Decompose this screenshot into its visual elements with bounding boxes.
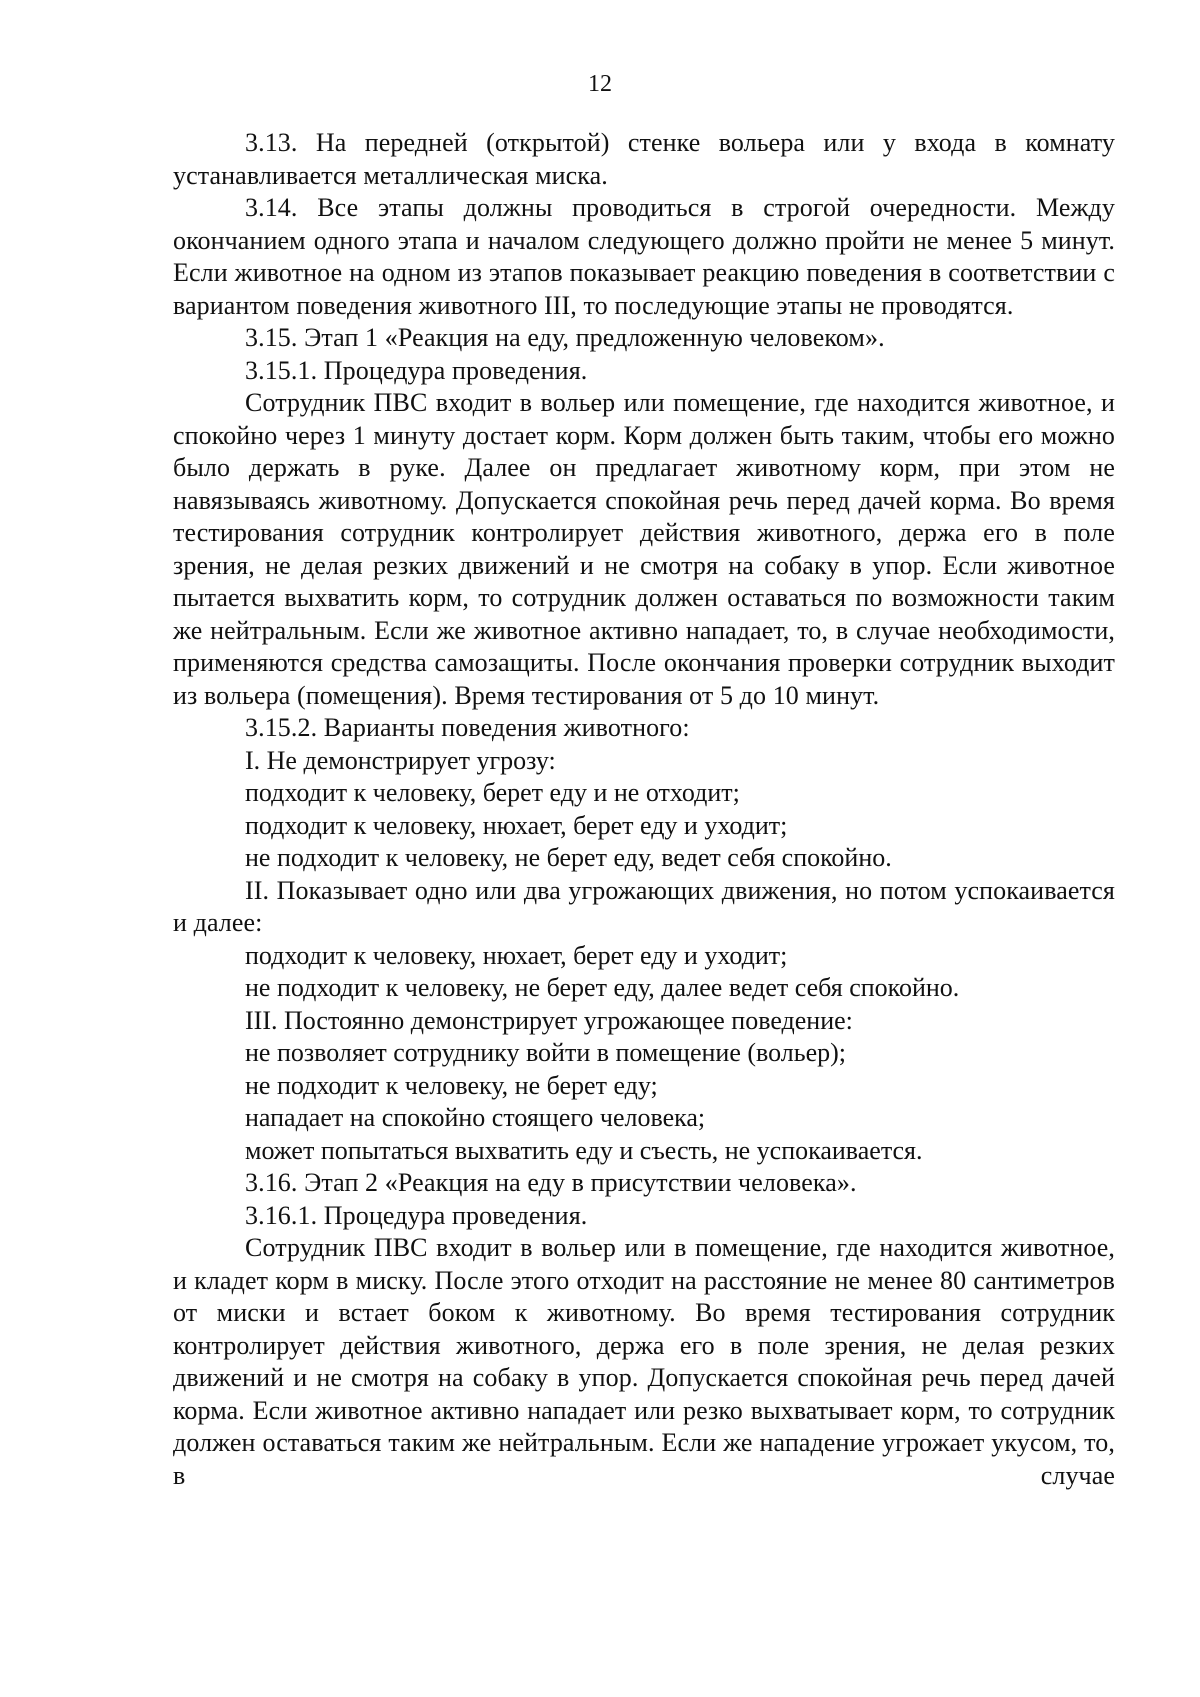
list-item: нападает на спокойно стоящего человека;: [245, 1103, 706, 1132]
paragraph: II. Показывает одно или два угрожающих движения, но потом успокаивается и далее:: [173, 875, 1115, 937]
list-item: III. Постоянно демонстрирует угрожающее поведение:: [245, 1005, 853, 1035]
list-item: подходит к человеку, нюхает, берет еду и уходит;: [245, 940, 788, 970]
paragraph: Сотрудник ПВС входит в вольер или помещение, где находится животное, и спокойно через 1 минуту достает корм. Корм должен быть таким, чтобы его можно было держать в руке. Далее он предлагает животному корм, при этом не навязываясь животному. Допускается спокойная речь перед дачей корма. Во время тестирования сотрудник контролирует действия животного, держа его в поле зрения, не делая резких движений и не смотря на собаку в упор. Если животное пытается выхватить корм, то сотрудник должен оставаться по возможности таким же нейтральным. Если же животное активно нападает, то, в случае необходимости, применяются средства самозащиты. После окончания проверки сотрудник выходит из вольера (помещения). Время тестирования от 5 до 10 минут.: [173, 388, 1115, 710]
document-body: [173, 127, 1115, 1492]
paragraph: 3.14. Все этапы должны проводиться в строгой очередности. Между окончанием одного этапа и началом следующего должно пройти не менее 5 минут. Если животное на одном из этапов показывает реакцию поведения в соответствии с вариантом поведения животного III, то последующие этапы не проводятся.: [173, 193, 1115, 320]
list-item: может попытаться выхватить еду и съесть, не успокаивается.: [245, 1135, 923, 1165]
page-number: 12: [588, 71, 612, 97]
list-item: не подходит к человеку, не берет еду;: [245, 1070, 658, 1100]
list-item: подходит к человеку, нюхает, берет еду и уходит;: [245, 810, 788, 840]
paragraph: 3.15. Этап 1 «Реакция на еду, предложенную человеком».: [245, 323, 885, 352]
list-item: I. Не демонстрирует угрозу:: [245, 745, 556, 775]
paragraph: Сотрудник ПВС входит в вольер или в помещение, где находится животное, и кладет корм в миску. После этого отходит на расстояние не менее 80 сантиметров от миски и встает боком к животному. Во время тестирования сотрудник контролирует действия животного, держа его в поле зрения, не делая резких движений и не смотря на собаку в упор. Допускается спокойная речь перед дачей корма. Если животное активно нападает или резко выхватывает корм, то сотрудник должен оставаться таким же нейтральным. Если же нападение угрожает укусом, то, в случае: [173, 1233, 1115, 1490]
paragraph: 3.16.1. Процедура проведения.: [245, 1200, 588, 1230]
paragraph: 3.16. Этап 2 «Реакция на еду в присутствии человека».: [245, 1168, 857, 1197]
list-item: подходит к человеку, берет еду и не отходит;: [245, 778, 740, 807]
list-item: не подходит к человеку, не берет еду, далее ведет себя спокойно.: [245, 973, 960, 1002]
list-item: не подходит к человеку, не берет еду, ведет себя спокойно.: [245, 843, 892, 872]
paragraph: 3.15.1. Процедура проведения.: [245, 355, 588, 385]
list-item: не позволяет сотруднику войти в помещение (вольер);: [245, 1038, 847, 1067]
paragraph: 3.15.2. Варианты поведения животного:: [245, 713, 690, 742]
paragraph: 3.13. На передней (открытой) стенке вольера или у входа в комнату устанавливается металлическая миска.: [173, 128, 1115, 190]
